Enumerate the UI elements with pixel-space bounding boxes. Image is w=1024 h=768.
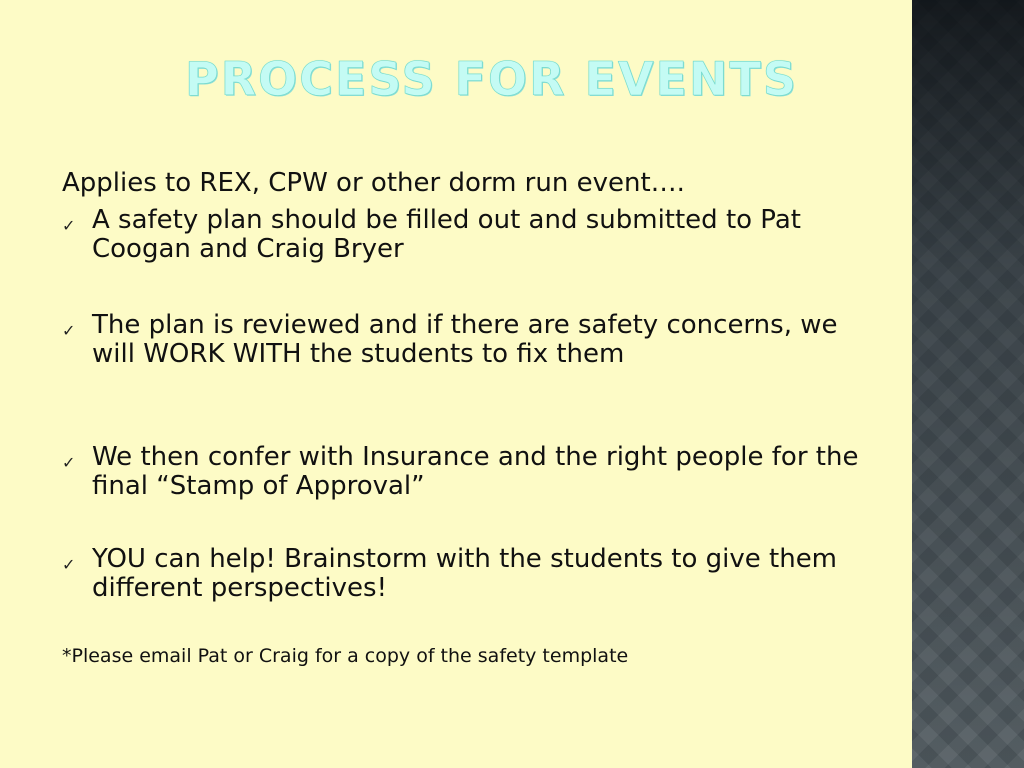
bullet-text: The plan is reviewed and if there are safety concerns, we will WORK WITH the students to fix them <box>92 310 838 369</box>
bullet-text: YOU can help! Brainstorm with the students to give them different perspectives! <box>92 544 838 603</box>
bullet-text: A safety plan should be filled out and submitted to Pat Coogan and Craig Bryer <box>92 205 801 264</box>
bullet-item <box>62 206 862 264</box>
bullet-item <box>62 311 862 369</box>
intro-text: Applies to REX, CPW or other dorm run event…. <box>62 168 685 198</box>
bullet-item <box>62 545 862 603</box>
checkmark-icon: ✓ <box>62 555 76 574</box>
bullet-item <box>62 443 862 501</box>
decorative-side-panel <box>912 0 1024 768</box>
checkmark-icon: ✓ <box>62 321 76 340</box>
checkmark-icon: ✓ <box>62 453 76 472</box>
footnote: *Please email Pat or Craig for a copy of the safety template <box>62 645 629 667</box>
checkmark-icon: ✓ <box>62 216 76 235</box>
slide-title: PROCESS FOR EVENTS <box>185 52 799 106</box>
bullet-text: We then confer with Insurance and the right people for the final “Stamp of Approval” <box>92 442 859 501</box>
